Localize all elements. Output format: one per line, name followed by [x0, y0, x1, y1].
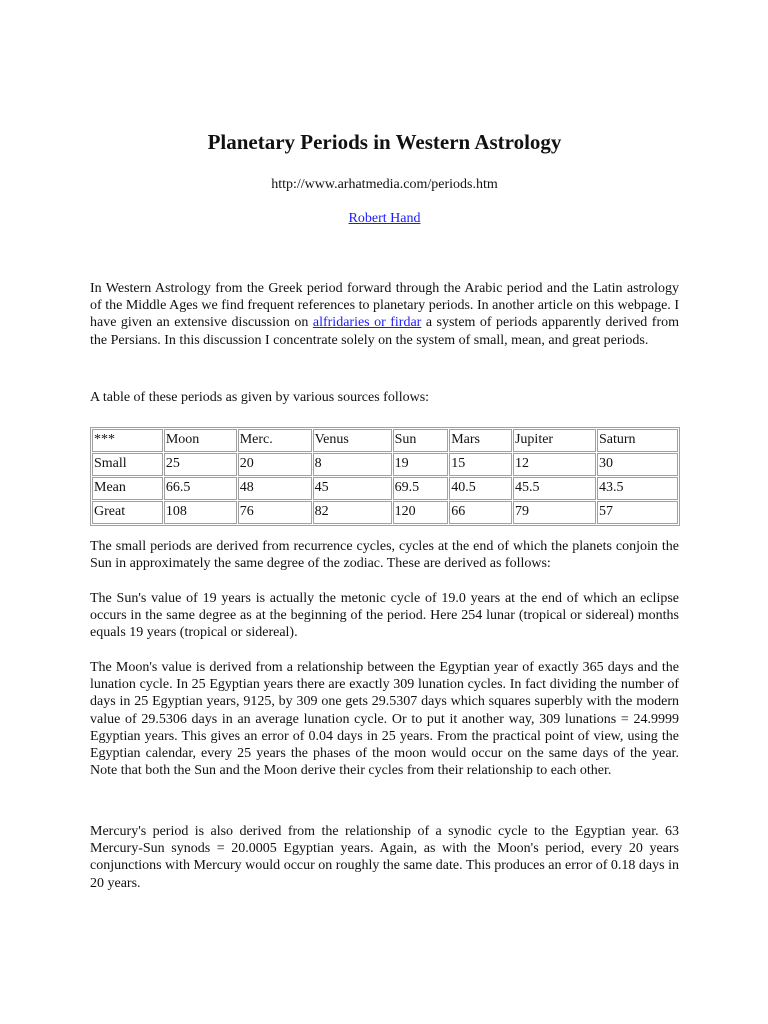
header-cell: Sun [393, 429, 449, 452]
header-cell: *** [92, 429, 163, 452]
author-link[interactable]: Robert Hand [348, 211, 421, 226]
table-cell: 57 [597, 501, 678, 524]
table-cell: 25 [164, 453, 237, 476]
header-cell: Jupiter [513, 429, 596, 452]
header-cell: Saturn [597, 429, 678, 452]
table-row [92, 477, 678, 500]
table-header-row [92, 429, 678, 452]
table-cell: 82 [313, 501, 392, 524]
alfridaries-link[interactable]: alfridaries or firdar [312, 315, 422, 331]
table-cell: 20 [238, 453, 312, 476]
header-cell: Moon [164, 429, 237, 452]
table-intro: A table of these periods as given by various sources follows: [90, 390, 430, 405]
table-cell: 66 [449, 501, 512, 524]
table-cell: 45 [313, 477, 392, 500]
paragraph-mercury: Mercury's period is also derived from the relationship of a synodic cycle to the Egyptian year. 63 Mercury-Sun synods = 20.0005 Egyptian years. Again, as with the Moon's period, every 20 years conjunctions with Mercury would occur on roughly the same date. This produces an error of 0.18 days in 20 years. [90, 824, 679, 891]
periods-table [90, 427, 680, 526]
table-cell: 76 [238, 501, 312, 524]
table-cell: 120 [393, 501, 449, 524]
table-cell: 69.5 [393, 477, 449, 500]
source-url: http://www.arhatmedia.com/periods.htm [271, 177, 498, 192]
table-cell: 8 [313, 453, 392, 476]
table-cell: 79 [513, 501, 596, 524]
paragraph-small-periods: The small periods are derived from recurrence cycles, cycles at the end of which the planets conjoin the Sun in approximately the same degree of the zodiac. These are derived as follows: [90, 539, 679, 572]
paragraph-moon: The Moon's value is derived from a relationship between the Egyptian year of exactly 365 days and the lunation cycle. In 25 Egyptian years there are exactly 309 lunation cycles. In fact dividing the number of days in 25 Egyptian years, 9125, by 309 one gets 29.5307 days which squares superbly with the modern value of 29.5306 days in an average lunation cycle. Or to put it another way, 309 lunations = 24.9999 Egyptian years. This gives an error of 0.04 days in 25 years. From the practical point of view, using the Egyptian calendar, every 25 years the phases of the moon would occur on the same days of the year. Note that both the Sun and the Moon derive their cycles from their relationship to each other. [90, 660, 679, 779]
table-cell: Great [92, 501, 163, 524]
page-title: Planetary Periods in Western Astrology [207, 130, 562, 154]
paragraph-sun: The Sun's value of 19 years is actually the metonic cycle of 19.0 years at the end of which an eclipse occurs in the same degree as at the beginning of the period. Here 254 lunar (tropical or sidereal) months equals 19 years (tropical or sidereal). [90, 591, 679, 641]
table-cell: 43.5 [597, 477, 678, 500]
header-cell: Mars [449, 429, 512, 452]
table-row [92, 453, 678, 476]
table-cell: 19 [393, 453, 449, 476]
intro-text-after: a system of periods apparently derived from the Persians. In this discussion I concentrate solely on the system of small, mean, and great periods. [90, 315, 679, 348]
table-cell: 40.5 [449, 477, 512, 500]
table-cell: 30 [597, 453, 678, 476]
table-cell: 108 [164, 501, 237, 524]
header-cell: Merc. [238, 429, 312, 452]
table-cell: 12 [513, 453, 596, 476]
table-cell: 15 [449, 453, 512, 476]
author-line [90, 210, 679, 228]
table-row [92, 501, 678, 524]
table-cell: 45.5 [513, 477, 596, 500]
header-cell: Venus [313, 429, 392, 452]
table-cell: Small [92, 453, 163, 476]
intro-paragraph [90, 280, 679, 349]
table-cell: Mean [92, 477, 163, 500]
intro-text-before: In Western Astrology from the Greek period forward through the Arabic period and the Latin astrology of the Middle Ages we find frequent references to planetary periods. In another article on this webpage. I have given an extensive discussion on [90, 281, 679, 331]
table-cell: 48 [238, 477, 312, 500]
table-cell: 66.5 [164, 477, 237, 500]
